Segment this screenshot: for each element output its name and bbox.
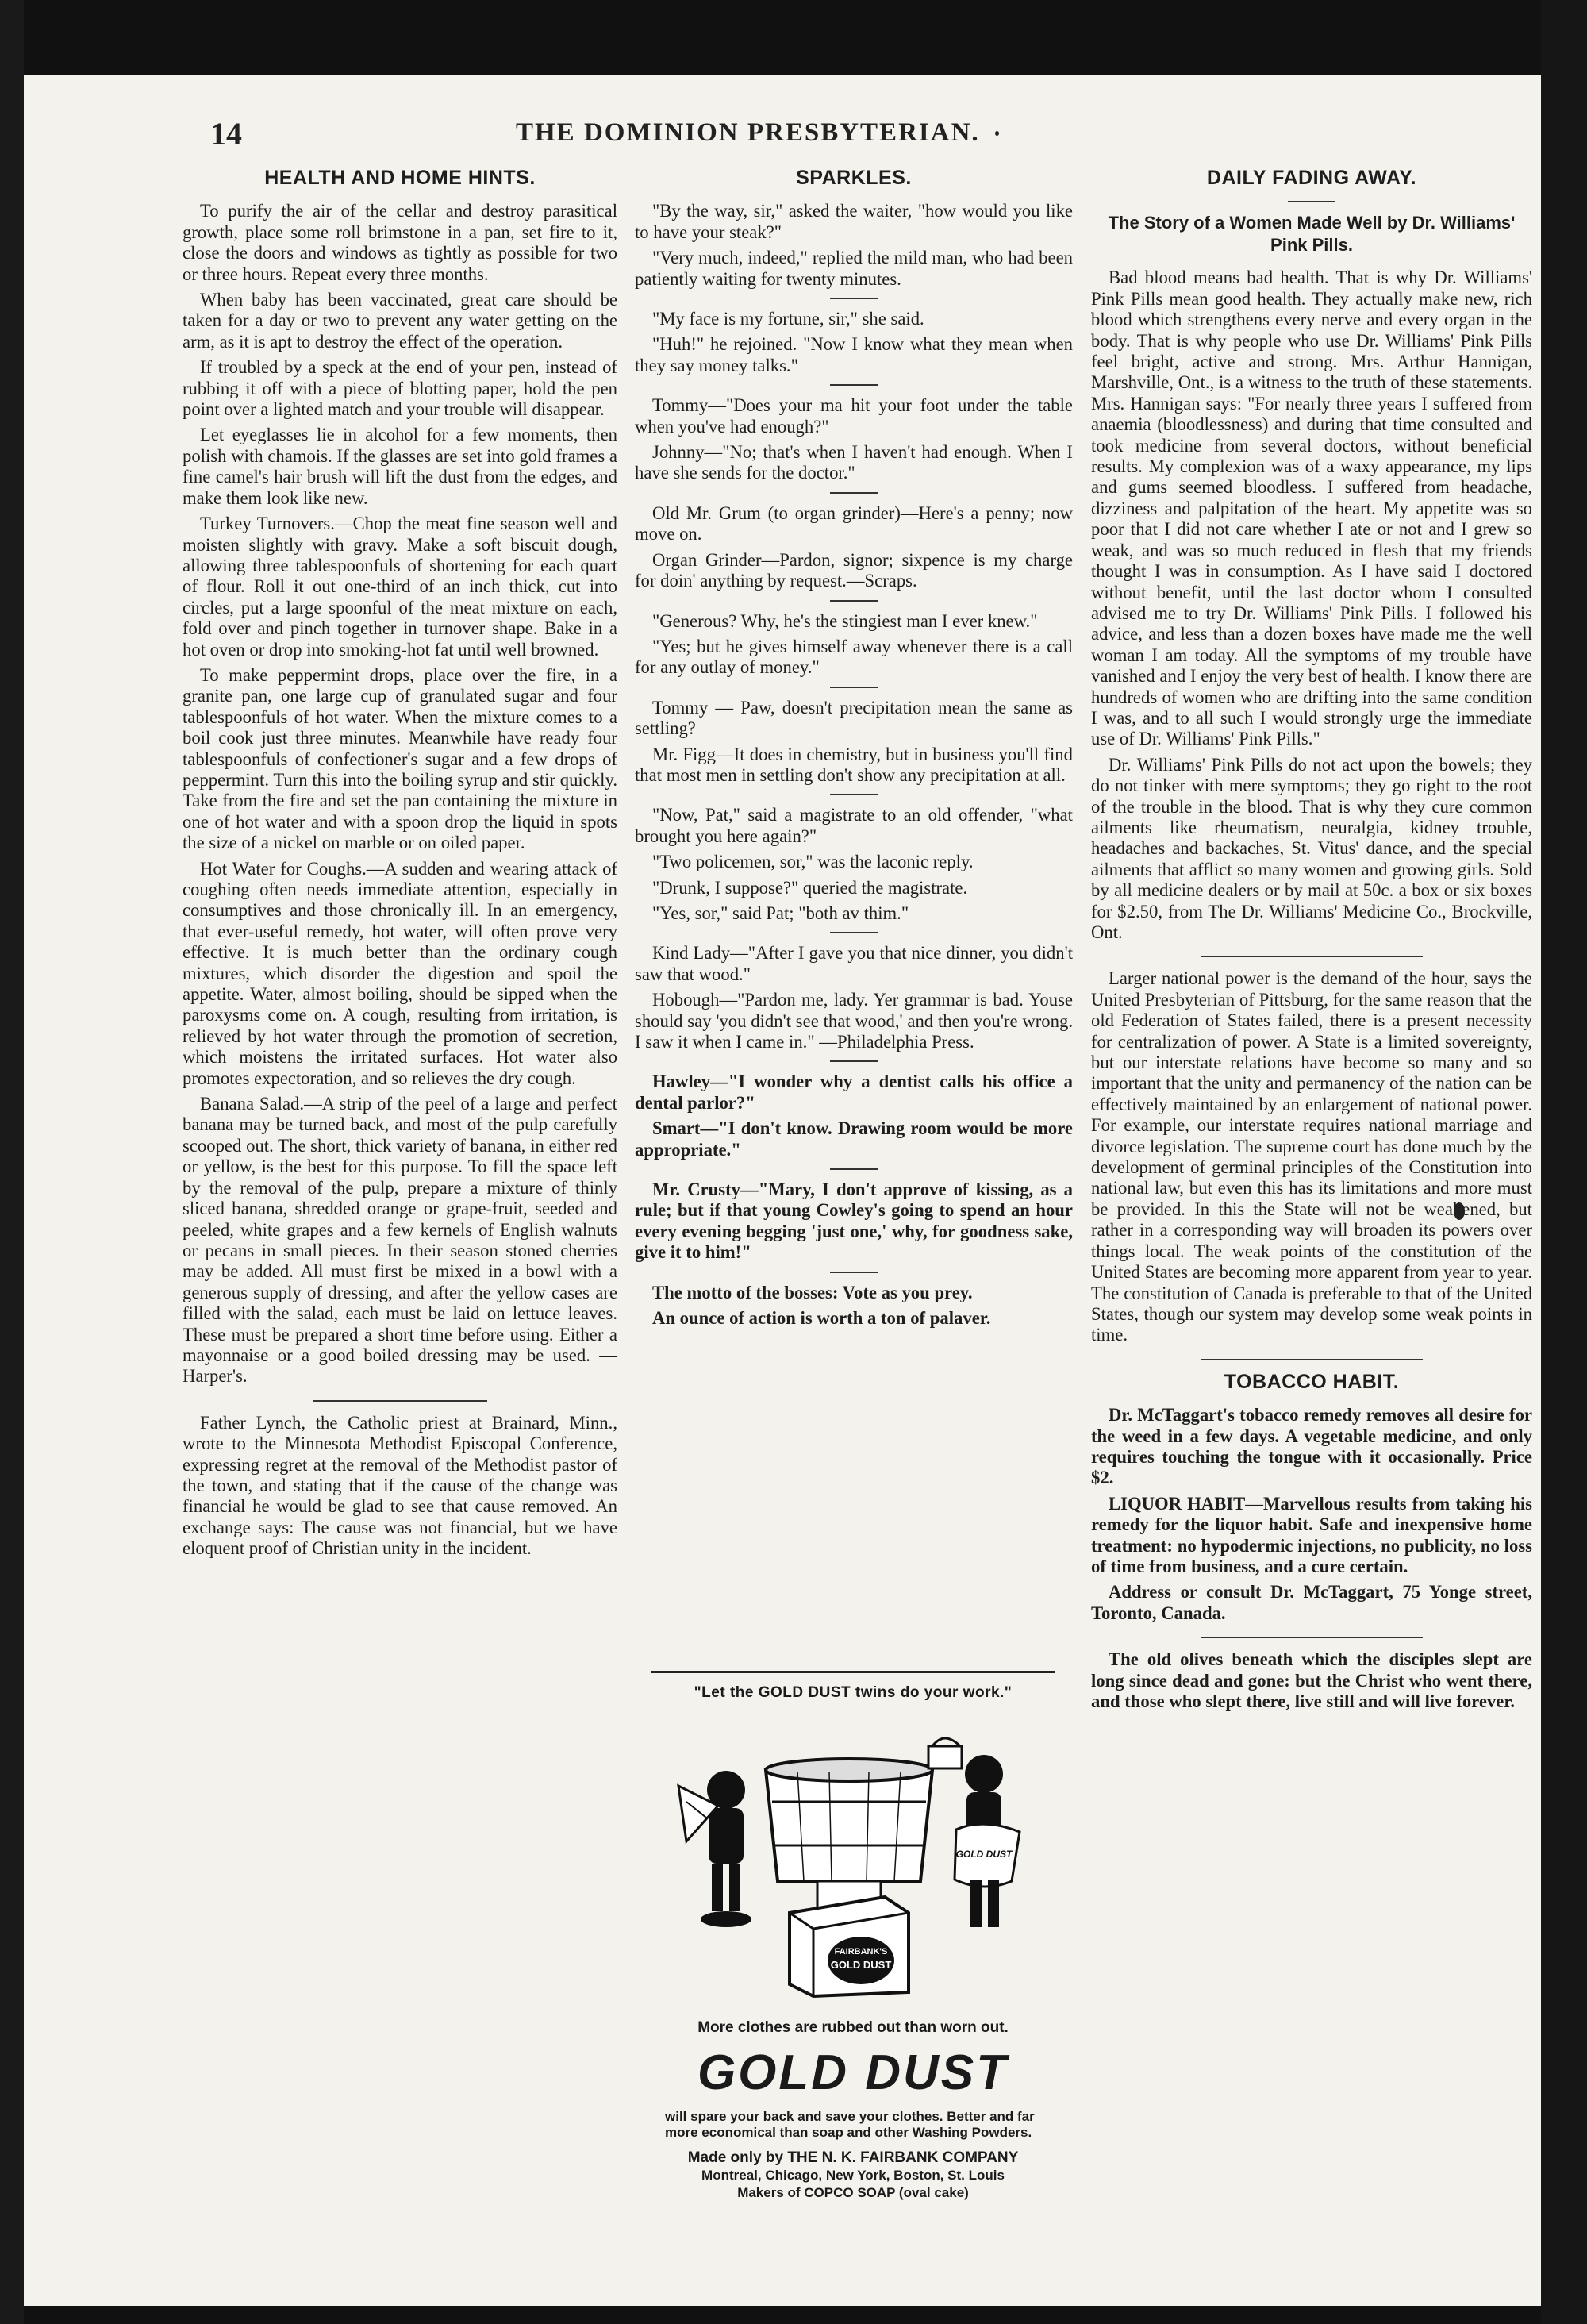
- paragraph: To make peppermint drops, place over the fire, in a granite pan, one large cup of granulated sugar and four tablespoonfuls of hot water. When the mixture comes to a boil cook just three minutes. Meanwhile have ready four tablespoonfuls of confectioner's sugar and a few drops of peppermint. Turn this into the boiling syrup and stir quickly. Take from the fire and set the pan containing the mixture in one of hot water and with a spoon drop the liquid in spots the size of a nickel on marble or on oiled paper.: [183, 664, 617, 853]
- divider: [1201, 1637, 1423, 1638]
- joke-line: Tommy—"Does your ma hit your foot under the table when you've had enough?": [635, 395, 1073, 437]
- joke-line: Hobough—"Pardon me, lady. Yer grammar is bad. Youse should say 'you didn't see that wood,' and then you're wrong. I saw it when I came in." —Philadelphia Press.: [635, 990, 1073, 1052]
- paragraph: Let eyeglasses lie in alcohol for a few moments, then polish with chamois. If the glasses are set into gold frames a fine camel's hair brush will lift the dust from the edges, and make them look like new.: [183, 425, 617, 508]
- paragraph: Hot Water for Coughs.—A sudden and wearing attack of coughing often needs immediate attention, especially in consumptives and those chronically ill. In an emergency, that ever-useful remedy, hot water, will often prove very effective. It is much better than the ordinary cough mixtures, which disorder the digestion and spoil the appetite. Water, almost boiling, should be sipped when the paroxysms come on. A cough, resulting from irritation, is relieved by hot water through the promotion of secretion, which moistens the irritated surfaces. Hot water also promotes expectoration, and so relieves the dry cough.: [183, 858, 617, 1088]
- section-title: SPARKLES.: [796, 167, 912, 189]
- divider: [830, 1060, 878, 1062]
- ad-makers-of: Makers of COPCO SOAP (oval cake): [737, 2185, 969, 2200]
- joke-line: Old Mr. Grum (to organ grinder)—Here's a penny; now move on.: [635, 502, 1073, 544]
- joke-line: The motto of the bosses: Vote as you prey.: [652, 1282, 973, 1302]
- joke-line: "Yes, sor," said Pat; "both av thim.": [652, 902, 909, 923]
- section-title: TOBACCO HABIT.: [1224, 1370, 1400, 1393]
- ad-cities: Montreal, Chicago, New York, Boston, St. Louis: [701, 2168, 1005, 2183]
- paragraph: Address or consult Dr. McTaggart, 75 Yonge street, Toronto, Canada.: [1091, 1582, 1532, 1623]
- divider: [830, 687, 878, 688]
- page-number: 14: [210, 116, 242, 152]
- joke-line: "Very much, indeed," replied the mild man, who had been patiently waiting for twenty minutes.: [635, 248, 1073, 289]
- paragraph: Father Lynch, the Catholic priest at Brainard, Minn., wrote to the Minnesota Methodist Episcopal Conference, expressing regret at the removal of the Methodist pastor of the town, and stating that if the cause of the change was financial he would be glad to see that cause removed. An exchange says: The cause was not financial, but we have eloquent proof of Christian unity in the incident.: [183, 1412, 617, 1559]
- paragraph: Banana Salad.—A strip of the peel of a large and perfect banana may be turned back, and most of the pulp carefully scooped out. The short, thick variety of banana, in either red or yellow, is the best for this purpose. To fill the space left by the removal of the pulp, prepare a mixture of thinly sliced banana, shredded orange or grape-fruit, seeded and peeled, white grapes and a few kernels of English walnuts or pecans in small pieces. In their season stoned cherries may be added. All must first be mixed in a bowl with a generous supply of dressing, and after the yellow cases are filled with the salad, each must be laid on lettuce leaves. These must be prepared a short time before using. Either a mayonnaise or a good boiled dressing may be used. —Harper's.: [183, 1094, 617, 1387]
- joke-line: Johnny—"No; that's when I haven't had enough. When I have she sends for the doctor.": [635, 442, 1073, 483]
- paragraph: Dr. McTaggart's tobacco remedy removes all desire for the weed in a few days. A vegetable medicine, and only requires touching the tongue with it occasionally. Price $2.: [1091, 1405, 1532, 1488]
- joke-line: Mr. Crusty—"Mary, I don't approve of kissing, as a rule; but if that young Cowley's going to spend an hour every evening begging 'just one,' why, for goodness sake, give it to him!": [635, 1179, 1073, 1263]
- paragraph: To purify the air of the cellar and destroy parasitical growth, place some roll brimstone in a pan, set fire to it, close the doors and windows as tightly as possible for two or three hours. Repeat every three months.: [183, 201, 617, 284]
- joke-line: "Huh!" he rejoined. "Now I know what they mean when they say money talks.": [635, 334, 1073, 375]
- joke-line: An ounce of action is worth a ton of palaver.: [652, 1308, 991, 1329]
- joke-line: Tommy — Paw, doesn't precipitation mean the same as settling?: [635, 697, 1073, 739]
- column-sparkles: [635, 164, 1073, 1333]
- divider: [1288, 201, 1335, 202]
- paragraph: Turkey Turnovers.—Chop the meat fine season well and moisten slightly with gravy. Make a soft biscuit dough, allowing three tablespoonfuls of shortening for each quart of flour. Roll it out one-third of an inch thick, cut into circles, put a large spoonful of the meat mixture on each, fold over and pinch together in turnover shape. Bake in a hot oven or drop into smoking-hot fat until well browned.: [183, 514, 617, 660]
- gold-dust-advertisement: [651, 1671, 1055, 2268]
- ad-tagline: "Let the GOLD DUST twins do your work.": [694, 1684, 1013, 1701]
- paragraph: The old olives beneath which the disciples slept are long since dead and gone: but the Christ who went there, and those who slept there, live still and will live forever.: [1091, 1649, 1532, 1711]
- joke-line: Mr. Figg—It does in chemistry, but in business you'll find that most men in settling don't show any precipitation at all.: [635, 744, 1073, 785]
- page-header: [24, 115, 1541, 155]
- scan-edge-right: [1541, 0, 1587, 2324]
- box-label: GOLD DUST: [830, 1959, 892, 1971]
- newspaper-page: [24, 75, 1541, 2306]
- ad-subtitle: More clothes are rubbed out than worn out.: [697, 2019, 1009, 2036]
- joke-line: "My face is my fortune, sir," she said.: [652, 309, 924, 329]
- section-title: DAILY FADING AWAY.: [1206, 167, 1417, 189]
- divider: [830, 298, 878, 299]
- joke-line: "Now, Pat," said a magistrate to an old offender, "what brought you here again?": [635, 805, 1073, 846]
- joke-list: [635, 201, 1073, 1329]
- ad-brand: GOLD DUST: [697, 2045, 1009, 2100]
- divider: [830, 932, 878, 933]
- paragraph: Dr. Williams' Pink Pills do not act upon the bowels; they do not tinker with mere symptoms; they go right to the root of the trouble in the blood. That is why they cure common ailments like rheumatism, neuralgia, kidney trouble, headaches and backaches, St. Vitus' dance, and the special ailments that afflict so many women and growing girls. Sold by all medicine dealers or by mail at 50c. a box or six boxes for $2.50, from The Dr. Williams' Medicine Co., Brockville, Ont.: [1091, 754, 1532, 942]
- divider: [1201, 956, 1423, 957]
- divider: [830, 384, 878, 386]
- section-title: HEALTH AND HOME HINTS.: [264, 167, 536, 189]
- ad-maker: Made only by THE N. K. FAIRBANK COMPANY: [687, 2149, 1019, 2166]
- masthead: THE DOMINION PRESBYTERIAN.: [516, 118, 980, 147]
- ad-body: will spare your back and save your clothes. Better and far more economical than soap and other Washing Powders.: [665, 2109, 1035, 2140]
- column-daily-fading-away: [1091, 164, 1532, 1717]
- divider: [313, 1400, 487, 1402]
- joke-line: Kind Lady—"After I gave you that nice dinner, you didn't saw that wood.": [635, 943, 1073, 984]
- box-maker-label: FAIRBANK'S: [834, 1947, 888, 1957]
- divider: [1201, 1359, 1423, 1360]
- joke-line: Organ Grinder—Pardon, signor; sixpence is my charge for doin' anything by request.—Scraps.: [635, 549, 1073, 591]
- joke-line: "Drunk, I suppose?" queried the magistrate.: [652, 877, 968, 898]
- joke-line: "Yes; but he gives himself away whenever there is a call for any outlay of money.": [635, 636, 1073, 678]
- section-subtitle: The Story of a Women Made Well by Dr. Williams' Pink Pills.: [1108, 213, 1516, 256]
- scan-edge-left: [0, 0, 24, 2324]
- joke-line: Smart—"I don't know. Drawing room would be more appropriate.": [635, 1118, 1073, 1160]
- paragraph: Bad blood means bad health. That is why Dr. Williams' Pink Pills mean good health. They actually make new, rich blood which strengthens every nerve and every organ in the body. That is why people who use Dr. Williams' Pink Pills feel bright, active and strong. Mrs. Arthur Hannigan, Marshville, Ont., is a witness to the truth of these statements. Mrs. Hannigan says: "For nearly three years I suffered from anaemia (bloodlessness) and during that time consulted and took medicine from several doctors, without beneficial results. My complexion was of a waxy appearance, my lips and gums seemed bloodless. I suffered from headache, dizziness and palpitation of the heart. My appetite was so poor that I did not care whether I ate or not and I grew so weak, and was so much reduced in flesh that my friends thought I was in consumption. As I have said I doctored without benefit, until the last doctor whom I consulted advised me to try Dr. Williams' Pink Pills. I followed his advice, and less than a dozen boxes have made me the well woman I am today. All the symptoms of my trouble have vanished and I enjoy the very best of health. I know there are hundreds of women who are drifting into the same condition I was, and to all such I would strongly urge the immediate use of Dr. Williams' Pink Pills.": [1091, 267, 1532, 749]
- column-health-home-hints: [183, 164, 617, 1564]
- paragraph: LIQUOR HABIT—Marvellous results from taking his remedy for the liquor habit. Safe and inexpensive home treatment: no hypodermic injections, no publicity, no loss of time from business, and a cure certain.: [1091, 1493, 1532, 1576]
- divider: [830, 794, 878, 795]
- twins-washing-tub-icon: [671, 1714, 1036, 2000]
- joke-line: "By the way, sir," asked the waiter, "how would you like to have your steak?": [635, 201, 1073, 242]
- divider: [830, 1168, 878, 1170]
- paragraph: If troubled by a speck at the end of your pen, instead of rubbing it off with a piece of blotting paper, hold the pen point over a lighted match and your trouble will disappear.: [183, 357, 617, 420]
- paragraph: Larger national power is the demand of the hour, says the United Presbyterian of Pittsburg, for the same reason that the old Federation of States failed, there is a present necessity for centralization of power. A State is a limited sovereignty, but our interstate relations have become so many and so important that the unity and permanency of the nation can be effectively maintained by an enlargement of national power. For example, our interstate requires national marriage and divorce legislation. The supreme court has done much by the development of germinal principles of the Constitution into national law, but even this has its limitations and more must be provided. In this the State will not be weakened, but rather in a corresponding way will broaden its powers over things local. The weak points of the constitution of the United States are becoming more apparent from year to year. The constitution of Canada is preferable to that of the United States, though our system may develop some weak points in time.: [1091, 968, 1532, 1345]
- divider: [830, 492, 878, 494]
- divider: [830, 600, 878, 602]
- joke-line: Hawley—"I wonder why a dentist calls his office a dental parlor?": [635, 1072, 1073, 1113]
- gold-dust-twins-illustration: [671, 1714, 1036, 2000]
- paragraph: When baby has been vaccinated, great care should be taken for a day or two to prevent any water getting on the arm, as it is apt to destroy the effect of the operation.: [183, 290, 617, 352]
- joke-line: "Generous? Why, he's the stingiest man I ever knew.": [652, 610, 1038, 631]
- joke-line: "Two policemen, sor," was the laconic reply.: [652, 852, 974, 872]
- divider: [830, 1272, 878, 1273]
- tub-label: GOLD DUST: [955, 1849, 1013, 1860]
